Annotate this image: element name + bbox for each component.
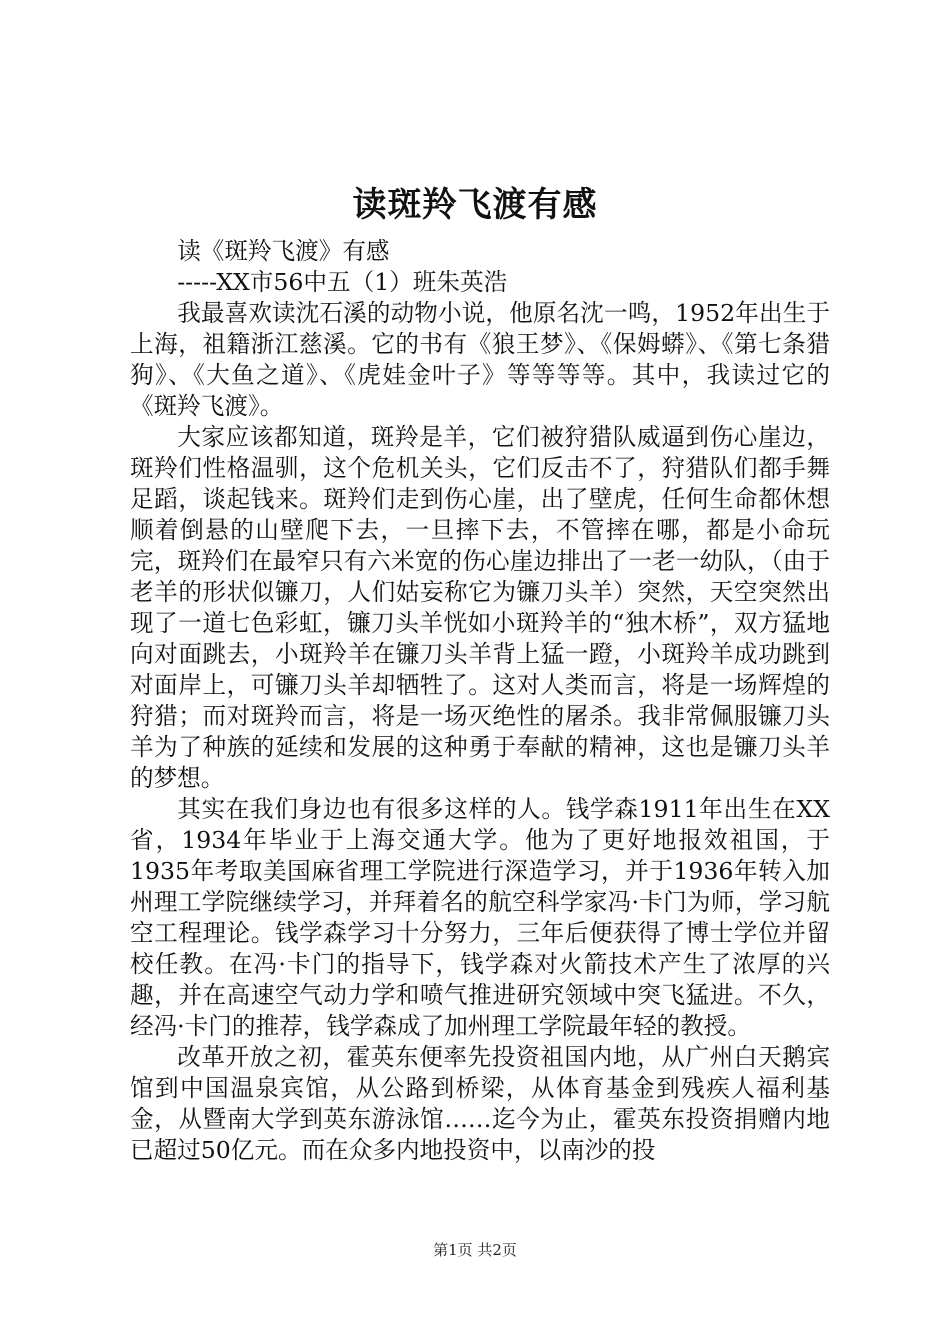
paragraph-intro: 我最喜欢读沈石溪的动物小说，他原名沈一鸣，1952年出生于上海，祖籍浙江慈溪。它的书有《狼王梦》、《保姆蟒》、《第七条猎狗》、《大鱼之道》、《虎娃金叶子》等等等等。其中，我读过它的《斑羚飞渡》。 (130, 299, 830, 420)
document-body (130, 236, 830, 1166)
page-number-footer: 第1页 共2页 (433, 1241, 517, 1259)
paragraph-qian-xuesen: 其实在我们身边也有很多这样的人。钱学森1911年出生在XX省，1934年毕业于上海交通大学。他为了更好地报效祖国，于1935年考取美国麻省理工学院进行深造学习，并于1936年转入加州理工学院继续学习，并拜着名的航空科学家冯·卡门为师，学习航空工程理论。钱学森学习十分努力，三年后便获得了博士学位并留校任教。在冯·卡门的指导下，钱学森对火箭技术产生了浓厚的兴趣，并在高速空气动力学和喷气推进研究领域中突飞猛进。不久，经冯·卡门的推荐，钱学森成了加州理工学院最年轻的教授。 (130, 795, 830, 1040)
paragraph-author: -----XX市56中五（1）班朱英浩 (177, 268, 508, 296)
document-title: 读斑羚飞渡有感 (352, 185, 598, 225)
paragraph-huo-yingdong: 改革开放之初，霍英东便率先投资祖国内地，从广州白天鹅宾馆到中国温泉宾馆，从公路到桥梁，从体育基金到残疾人福利基金，从暨南大学到英东游泳馆……迄今为止，霍英东投资捐赠内地已超过50亿元。而在众多内地投资中，以南沙的投 (130, 1043, 830, 1164)
paragraph-subtitle: 读《斑羚飞渡》有感 (177, 237, 390, 265)
paragraph-story: 大家应该都知道，斑羚是羊，它们被狩猎队威逼到伤心崖边，斑羚们性格温驯，这个危机关头，它们反击不了，狩猎队们都手舞足蹈，谈起钱来。斑羚们走到伤心崖，出了壁虎，任何生命都休想顺着倒悬的山壁爬下去，一旦摔下去，不管摔在哪，都是小命玩完，斑羚们在最窄只有六米宽的伤心崖边排出了一老一幼队，（由于老羊的形状似镰刀，人们姑妄称它为镰刀头羊）突然，天空突然出现了一道七色彩虹，镰刀头羊恍如小斑羚羊的“独木桥”，双方猛地向对面跳去，小斑羚羊在镰刀头羊背上猛一蹬，小斑羚羊成功跳到对面岸上，可镰刀头羊却牺牲了。这对人类而言，将是一场辉煌的狩猎；而对斑羚而言，将是一场灭绝性的屠杀。我非常佩服镰刀头羊为了种族的延续和发展的这种勇于奉献的精神，这也是镰刀头羊的梦想。 (130, 423, 830, 792)
